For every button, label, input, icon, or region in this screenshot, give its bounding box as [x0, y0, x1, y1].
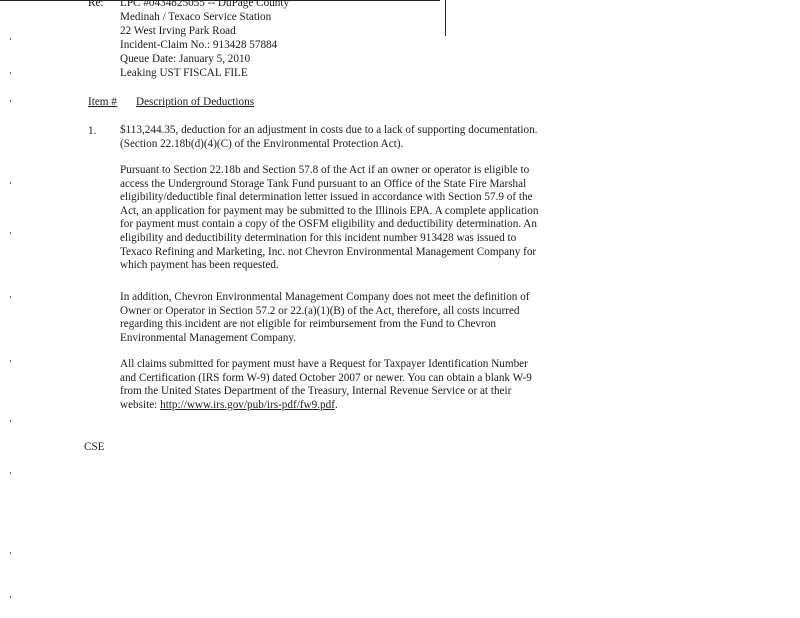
margin-mark: [10, 552, 11, 554]
margin-mark: [10, 38, 11, 40]
description-header: Description of Deductions: [136, 96, 255, 108]
re-line-lpc: LPC #0434825055 -- DuPage County: [120, 0, 290, 9]
margin-mark: [10, 360, 11, 362]
margin-mark: [10, 182, 11, 184]
eligibility-paragraph: [120, 164, 545, 273]
margin-mark: [10, 596, 11, 598]
deduction-text: $113,244.35, deduction for an adjustment in costs due to a lack of supporting documentation. (Section 22.18b(d)(4)(C) of the Environmental Protection Act).: [120, 124, 538, 150]
re-line-site: Medinah / Texaco Service Station: [120, 11, 272, 23]
item-number-header: Item #: [88, 96, 117, 108]
re-line-incident: Incident-Claim No.: 913428 57884: [120, 39, 278, 51]
re-line-file: Leaking UST FISCAL FILE: [120, 67, 248, 79]
re-line-queue-date: Queue Date: January 5, 2010: [120, 53, 251, 65]
margin-mark: [10, 420, 11, 422]
re-line-address: 22 West Irving Park Road: [120, 25, 236, 37]
w9-paragraph: [120, 358, 545, 412]
margin-mark: [10, 100, 11, 102]
margin-mark: [10, 232, 11, 234]
margin-mark: [10, 296, 11, 298]
deduction-paragraph: [120, 124, 545, 151]
item-number: 1.: [88, 125, 97, 137]
re-block: [120, 0, 289, 80]
re-label: Re:: [88, 0, 104, 9]
margin-mark: [10, 72, 11, 74]
side-rule: [445, 0, 446, 36]
w9-text-container: [120, 358, 545, 412]
w9-text-end: .: [334, 398, 338, 411]
irs-w9-link[interactable]: http://www.irs.gov/pub/irs-pdf/fw9.pdf: [160, 398, 335, 411]
eligibility-text: Pursuant to Section 22.18b and Section 57.8 of the Act if an owner or operator is eligible to access the Underground Storage Tank Fund pursuant to an Office of the State Fire Marshal eligibility/deductible final determination letter issued in accordance with Section 57.9 of the Act, an application for payment may be submitted to the Illinois EPA. A complete application for payment must contain a copy of the OSFM eligibility and deductibility determination. An eligibility and deductibility determination for this incident number 913428 was issued to Texaco Refining and Marketing, Inc. not Chevron Environmental Management Company for which payment has been requested.: [120, 164, 539, 272]
margin-mark: [10, 472, 11, 474]
author-initials: CSE: [84, 441, 105, 453]
owner-operator-text: In addition, Chevron Environmental Management Company does not meet the definition of Owner or Operator in Section 57.2 or 22.(a)(1)(B) of the Act, therefore, all costs incurred regarding this incident are not eligible for reimbursement from the Fund to Chevron Environmental Management Company.: [120, 291, 530, 344]
w9-text: All claims submitted for payment must have a Request for Taxpayer Identification Number and Certification (IRS form W-9) dated October 2007 or newer. You can obtain a blank W-9 from the United States Department of the Treasury, Internal Revenue Service or at their website:: [120, 358, 532, 411]
owner-operator-paragraph: [120, 291, 545, 345]
